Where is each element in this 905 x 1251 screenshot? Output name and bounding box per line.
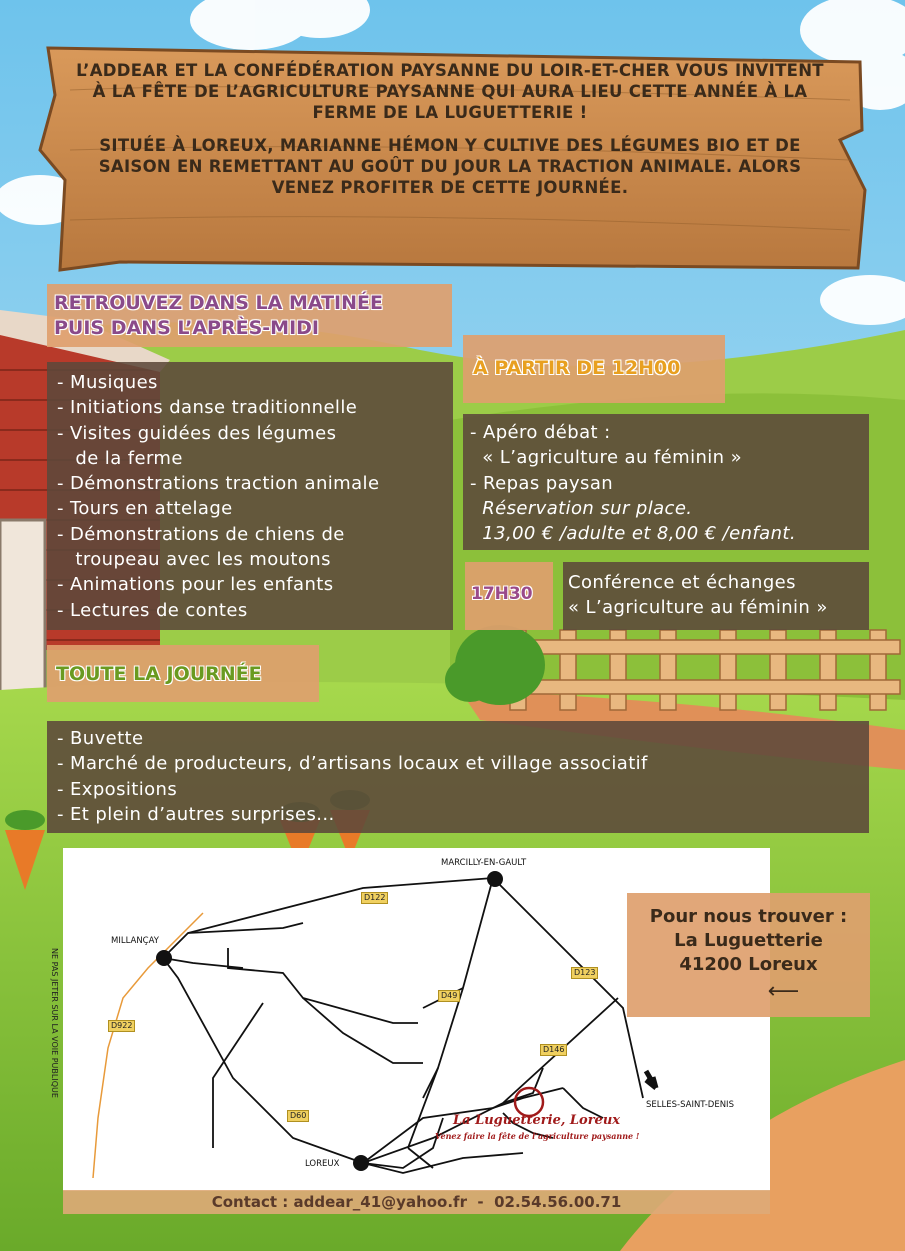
morning-title-line-2: PUIS DANS L’APRÈS-MIDI (54, 317, 319, 339)
list-item: - Musiques (57, 372, 158, 393)
millancay-dot (156, 950, 172, 966)
list-item: - Et plein d’autres surprises... (57, 803, 335, 825)
noon-line-4: Réservation sur place. (470, 497, 693, 519)
noon-title-box (463, 335, 725, 403)
noon-line-3: - Repas paysan (470, 472, 614, 494)
location-line-2: La Luguetterie (674, 930, 823, 951)
allday-activities-box (47, 721, 869, 833)
evening-line-2: « L’agriculture au féminin » (568, 597, 828, 619)
noon-activities-box (463, 414, 869, 550)
road-tag-d146: D146 (540, 1044, 567, 1056)
morning-activities-box (47, 362, 453, 630)
road-tag-d60: D60 (287, 1110, 309, 1122)
side-note: NE PAS JETER SUR LA VOIE PUBLIQUE (50, 948, 59, 1098)
list-item: - Initiations danse traditionnelle (57, 397, 358, 419)
farm-tagline: Venez faire la fête de l’agriculture paysanne ! (435, 1131, 640, 1141)
morning-activities-list (47, 362, 453, 623)
loreux-dot (353, 1155, 369, 1171)
marcilly-dot (487, 871, 503, 887)
road-tag-d123: D123 (571, 967, 598, 979)
evening-box (563, 562, 869, 630)
farm-location-icon (515, 1088, 543, 1116)
noon-line-1: - Apéro débat : (470, 422, 611, 443)
left-arrow-icon: ⟵ (767, 979, 800, 1004)
list-item: - Tours en attelage (57, 498, 233, 520)
morning-title-line-1: RETROUVEZ DANS LA MATINÉE (54, 292, 383, 314)
intro-text (70, 60, 830, 210)
contact-bar: Contact : addear_41@yahoo.fr - 02.54.56.00.71 (63, 1190, 770, 1214)
evening-time-box (465, 562, 553, 630)
allday-title-box (47, 645, 319, 702)
list-item: - Visites guidées des légumes (57, 422, 337, 444)
list-item: - Animations pour les enfants (57, 574, 334, 596)
road-tag-d49: D49 (438, 990, 460, 1002)
road-tag-d122: D122 (361, 892, 388, 904)
town-label-loreux: LOREUX (305, 1159, 340, 1169)
intro-paragraph-1: L’ADDEAR ET LA CONFÉDÉRATION PAYSANNE DU LOIR-ET-CHER VOUS INVITENT À LA FÊTE DE L’AGRICULTURE PAYSANNE QUI AURA LIEU CETTE ANNÉE À LA FERME DE LA LUGUETTERIE ! (76, 61, 824, 122)
list-item: - Lectures de contes (57, 599, 248, 621)
location-line-3: 41200 Loreux (679, 954, 818, 975)
town-label-millancay: MILLANÇAY (111, 936, 159, 946)
list-item: - Démonstrations traction animale (57, 473, 380, 495)
list-item: - Marché de producteurs, d’artisans locaux et village associatif (57, 753, 648, 775)
list-item: - Démonstrations de chiens de (57, 523, 345, 545)
evening-line-1: Conférence et échanges (568, 572, 796, 593)
farm-name: La Luguetterie, Loreux (453, 1113, 621, 1128)
intro-paragraph-2: SITUÉE À LOREUX, MARIANNE HÉMON Y CULTIVE DES LÉGUMES BIO ET DE SAISON EN REMETTANT AU GOÛT DU JOUR LA TRACTION ANIMALE. ALORS VENEZ PROFITER DE CETTE JOURNÉE. (98, 136, 802, 197)
noon-line-5: 13,00 € /adulte et 8,00 € /enfant. (470, 523, 796, 545)
evening-time: 17H30 (471, 584, 533, 604)
allday-title: TOUTE LA JOURNÉE (56, 663, 262, 685)
list-item: - Expositions (57, 778, 178, 800)
list-item: de la ferme (57, 447, 183, 469)
allday-activities-list (47, 721, 869, 827)
location-line-1: Pour nous trouver : (649, 906, 848, 927)
town-label-marcilly: MARCILLY-EN-GAULT (441, 858, 527, 868)
list-item: - Buvette (57, 728, 144, 749)
road-tag-d922: D922 (108, 1020, 135, 1032)
location-box (627, 893, 870, 1017)
list-item: troupeau avec les moutons (57, 549, 331, 571)
town-label-selles: SELLES-SAINT-DENIS (646, 1100, 734, 1110)
selles-arrow-icon (646, 1071, 656, 1088)
noon-title: À PARTIR DE 12H00 (473, 357, 681, 379)
noon-line-2: « L’agriculture au féminin » (470, 447, 743, 469)
morning-title-box (47, 284, 452, 347)
